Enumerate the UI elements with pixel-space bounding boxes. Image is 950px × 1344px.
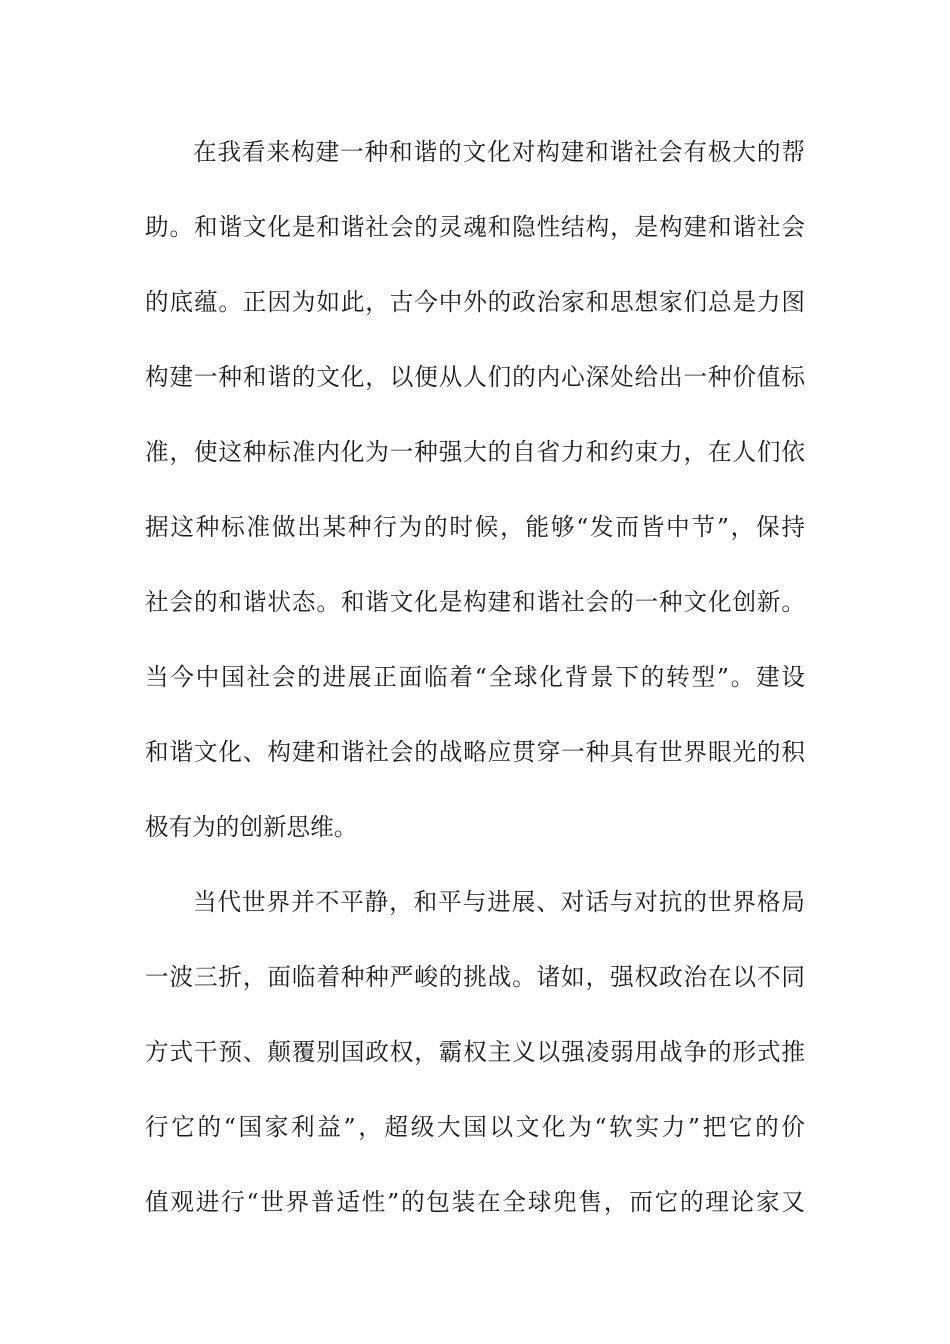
text-line: 准，使这种标准内化为一种强大的自省力和约束力，在人们依	[145, 438, 805, 466]
text-line: 构建一种和谐的文化，以便从人们的内心深处给出一种价值标	[145, 363, 805, 391]
text-line: 社会的和谐状态。和谐文化是构建和谐社会的一种文化创新。	[145, 588, 805, 616]
text-line: 一波三折，面临着种种严峻的挑战。诸如，强权政治在以不同	[145, 963, 805, 991]
text-line: 值观进行“世界普适性”的包装在全球兜售，而它的理论家又	[145, 1188, 805, 1216]
text-line: 当今中国社会的进展正面临着“全球化背景下的转型”。建设	[145, 663, 805, 691]
paragraph-2	[145, 877, 805, 1252]
text-line: 极有为的创新思维。	[145, 813, 358, 841]
text-line: 据这种标准做出某种行为的时候，能够“发而皆中节”，保持	[145, 513, 805, 541]
text-line: 和谐文化、构建和谐社会的战略应贯穿一种具有世界眼光的积	[145, 738, 805, 766]
text-line: 行它的“国家利益”，超级大国以文化为“软实力”把它的价	[145, 1113, 805, 1141]
paragraph-1	[145, 127, 805, 877]
document-body	[145, 127, 805, 1252]
text-line: 助。和谐文化是和谐社会的灵魂和隐性结构，是构建和谐社会	[145, 213, 805, 241]
text-line: 在我看来构建一种和谐的文化对构建和谐社会有极大的帮	[193, 138, 805, 166]
text-line: 方式干预、颠覆别国政权，霸权主义以强凌弱用战争的形式推	[145, 1038, 805, 1066]
text-line: 的底蕴。正因为如此，古今中外的政治家和思想家们总是力图	[145, 288, 805, 316]
text-line: 当代世界并不平静，和平与进展、对话与对抗的世界格局	[193, 888, 805, 916]
